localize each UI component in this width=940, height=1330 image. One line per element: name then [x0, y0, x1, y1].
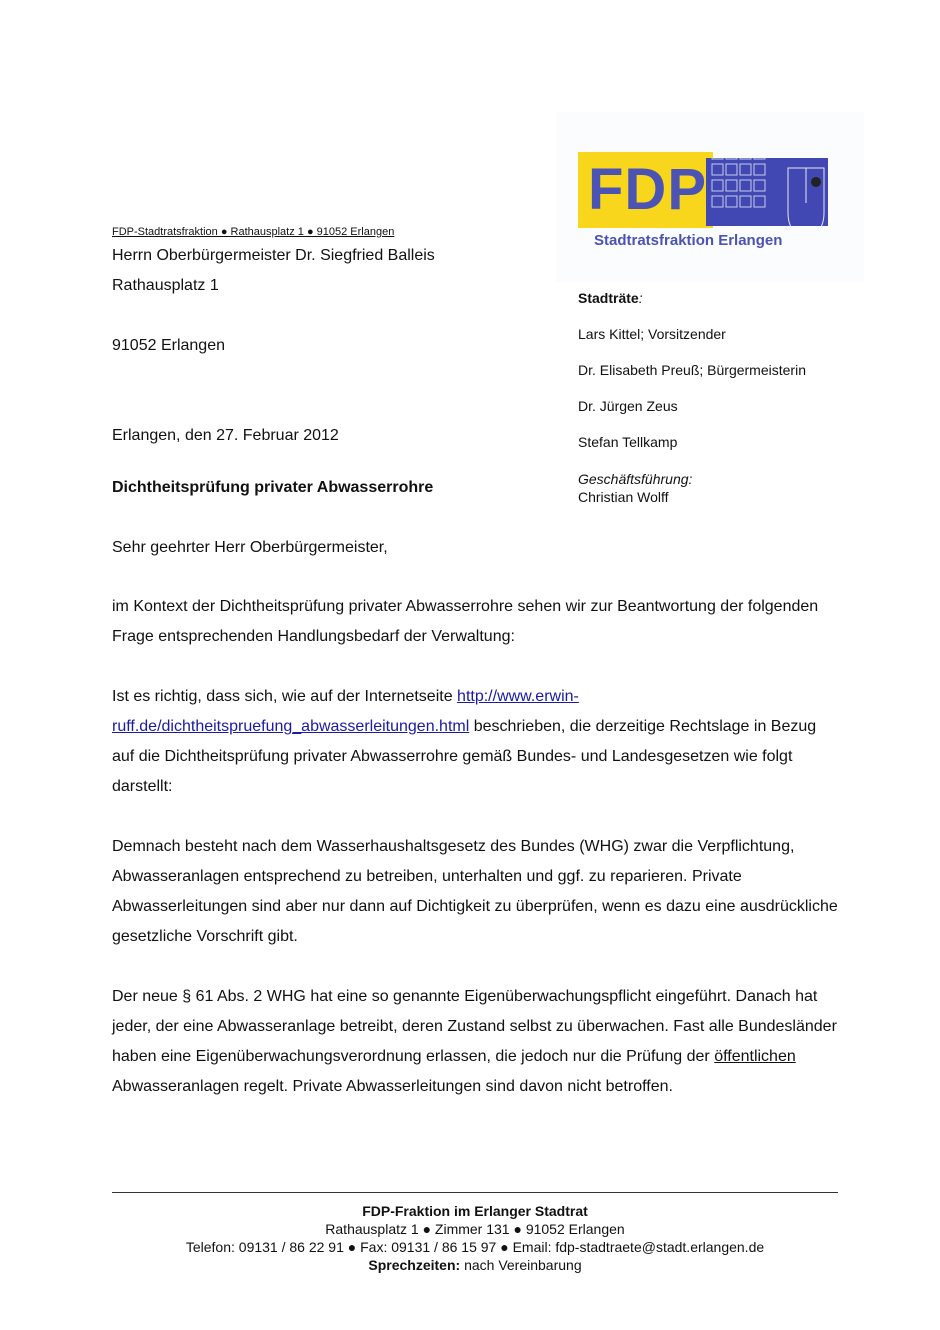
logo-subtitle: Stadtratsfraktion Erlangen [594, 232, 783, 249]
paragraph-2-end: beschrieben, die derzeitige Rechtslage in Bezug auf die Dichtheitsprüfung privater Abwasserrohre gemäß Bundes- und Landesgesetzen wie folgt darstellt: [112, 718, 817, 795]
paragraph-2 [112, 682, 842, 802]
paragraph-2-start: Ist es richtig, dass sich, wie auf der Internetseite [112, 688, 458, 705]
salutation: Sehr geehrter Herr Oberbürgermeister, [112, 539, 388, 556]
recipient-name: Herrn Oberbürgermeister Dr. Siegfried Balleis [112, 247, 435, 264]
sidebar-member: Dr. Elisabeth Preuß; Bürgermeisterin [578, 362, 806, 378]
footer-hours-value: nach Vereinbarung [460, 1257, 582, 1273]
paragraph-4-start: Der neue § 61 Abs. 2 WHG hat eine so genannte Eigenüberwachungspflicht eingeführt. Danach hat jeder, der eine Abwasseranlage betreibt, deren Zustand selbst zu überwachen. Fast alle Bundesländer haben eine Eigenüberwachungsverordnung erlassen, die jedoch nur die Prüfung der [112, 988, 837, 1065]
sidebar-member: Stefan Tellkamp [578, 434, 678, 450]
footer-address: Rathausplatz 1 ● Zimmer 131 ● 91052 Erlangen [325, 1221, 625, 1237]
footer-org: FDP-Fraktion im Erlanger Stadtrat [362, 1203, 588, 1219]
sidebar-member: Lars Kittel; Vorsitzender [578, 326, 726, 342]
paragraph-1: im Kontext der Dichtheitsprüfung privater Abwasserrohre sehen wir zur Beantwortung der folgenden Frage entsprechenden Handlungsbedarf der Verwaltung: [112, 598, 819, 645]
recipient-street: Rathausplatz 1 [112, 277, 219, 294]
footer-hours [112, 1256, 838, 1274]
logo-grid-icon [706, 158, 828, 226]
subject-line: Dichtheitsprüfung privater Abwasserrohre [112, 479, 434, 496]
logo-blue-block [706, 158, 828, 226]
erwin-ruff-link[interactable]: http://www.erwin-ruff.de/dichtheitspruefung_abwasserleitungen.html [112, 688, 579, 735]
sidebar-heading [578, 290, 643, 306]
fdp-logo [556, 112, 864, 282]
sidebar-heading-text: Stadträte [578, 290, 639, 306]
logo-fdp-text: FDP [588, 157, 707, 222]
paragraph-4 [112, 982, 842, 1102]
date-line: Erlangen, den 27. Februar 2012 [112, 427, 339, 444]
paragraph-4-end: Abwasseranlagen regelt. Private Abwasserleitungen sind davon nicht betroffen. [112, 1078, 673, 1095]
footer-hours-label: Sprechzeiten: [368, 1257, 461, 1273]
footer-contact: Telefon: 09131 / 86 22 91 ● Fax: 09131 / 86 15 97 ● Email: fdp-stadtraete@stadt.erlangen.de [185, 1239, 765, 1255]
sender-return-address: FDP-Stadtratsfraktion ● Rathausplatz 1 ● 91052 Erlangen [112, 226, 395, 238]
footer-divider [112, 1192, 838, 1193]
management-label: Geschäftsführung: [578, 471, 693, 487]
paragraph-3: Demnach besteht nach dem Wasserhaushaltsgesetz des Bundes (WHG) zwar die Verpflichtung, Abwasseranlagen entsprechend zu betreiben, unterhalten und ggf. zu reparieren. Private Abwasserleitungen sind aber nur dann auf Dichtigkeit zu überprüfen, wenn es dazu eine ausdrückliche gesetzliche Vorschrift gibt. [112, 838, 838, 945]
management-name: Christian Wolff [578, 489, 669, 505]
sidebar-heading-colon: : [638, 290, 643, 306]
recipient-city: 91052 Erlangen [112, 337, 225, 354]
underlined-word: öffentlichen [714, 1048, 796, 1065]
sidebar-member: Dr. Jürgen Zeus [578, 398, 678, 414]
